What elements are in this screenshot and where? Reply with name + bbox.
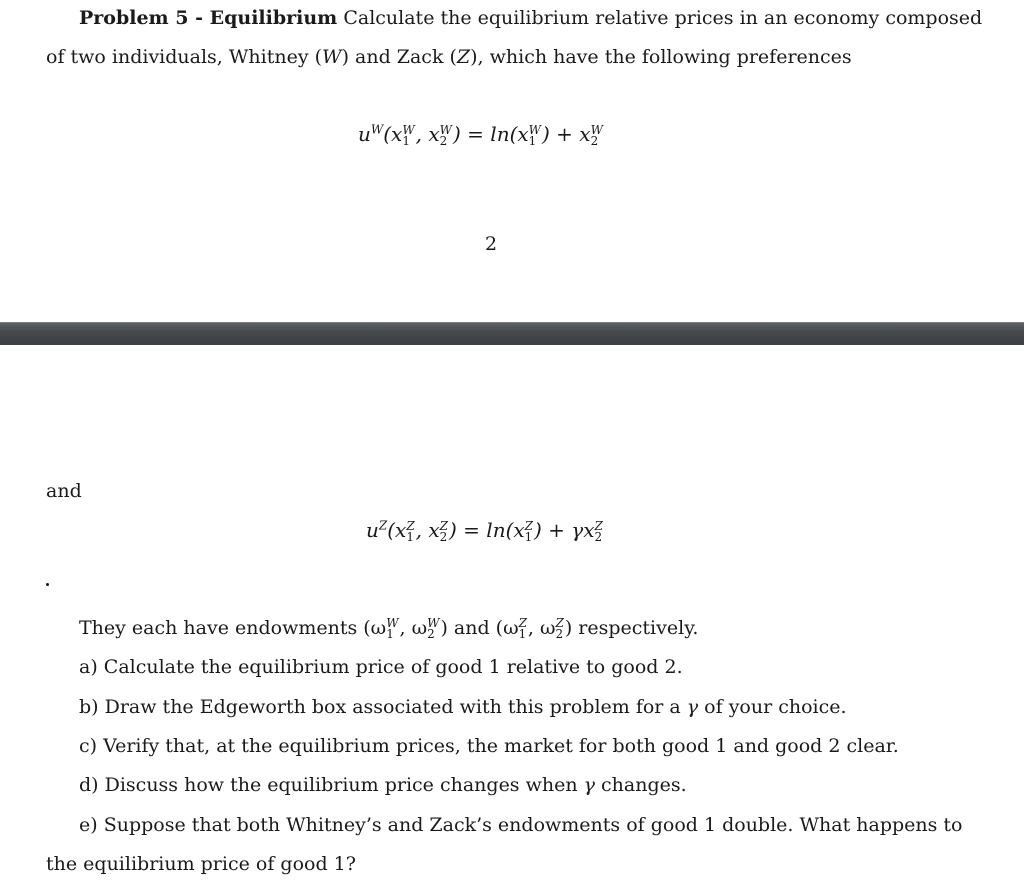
endow-supsub: Z 1 xyxy=(518,616,527,641)
endow-supsub: W 2 xyxy=(427,616,440,641)
eq-symbol: , x xyxy=(415,122,440,146)
problem-intro-text: Calculate the equilibrium relative prices in an economy composed xyxy=(343,7,983,29)
eq-superscript: Z xyxy=(378,518,388,533)
eq-symbol: (x xyxy=(387,518,407,542)
page-divider xyxy=(0,322,1024,345)
endow-supsub: W 1 xyxy=(386,616,399,641)
eq-symbol: ) + x xyxy=(542,122,591,146)
question-a: a) Calculate the equilibrium price of good 1 relative to good 2. xyxy=(79,656,683,678)
eq-supsub: W 2 xyxy=(439,122,453,148)
and-text: and xyxy=(46,480,82,502)
utility-equation-whitney xyxy=(358,121,604,147)
question-text: changes. xyxy=(594,774,687,796)
eq-supsub: W 1 xyxy=(402,122,415,148)
page-number: 2 xyxy=(485,233,498,255)
eq-symbol: , x xyxy=(415,518,440,542)
endow-text: They each have endowments (ω xyxy=(79,617,387,639)
question-c: c) Verify that, at the equilibrium prices, the market for both good 1 and good 2 clear. xyxy=(79,735,899,757)
question-e-line-1: e) Suppose that both Whitney’s and Zack’s endowments of good 1 double. What happens to xyxy=(79,814,963,836)
question-e-line-2: the equilibrium price of good 1? xyxy=(46,853,356,875)
eq-supsub: W 1 xyxy=(528,122,541,148)
intro-text-part: ) and Zack ( xyxy=(341,46,457,68)
eq-supsub: Z 1 xyxy=(524,518,533,544)
endow-text: ) and (ω xyxy=(440,617,519,639)
endow-text: ) respectively. xyxy=(564,617,699,639)
eq-supsub: Z 2 xyxy=(594,518,603,544)
problem-intro-line-1 xyxy=(79,6,982,30)
eq-symbol: ) + γx xyxy=(534,518,595,542)
eq-symbol: u xyxy=(358,122,371,146)
endow-supsub: Z 2 xyxy=(555,616,564,641)
problem-heading: Problem 5 - Equilibrium xyxy=(79,7,338,29)
utility-equation-zack xyxy=(366,517,604,543)
zack-symbol: Z xyxy=(456,46,471,68)
eq-superscript: W xyxy=(370,122,384,137)
question-b xyxy=(79,695,847,719)
eq-supsub: Z 1 xyxy=(406,518,415,544)
question-text: of your choice. xyxy=(698,696,847,718)
endow-text: , ω xyxy=(399,617,428,639)
whitney-symbol: W xyxy=(322,46,342,68)
endowments-line xyxy=(79,616,698,640)
gamma-symbol: γ xyxy=(686,696,699,718)
intro-text-part: ), which have the following preferences xyxy=(470,46,852,68)
eq-symbol: ) = ln(x xyxy=(453,122,529,146)
question-text: d) Discuss how the equilibrium price changes when xyxy=(79,774,584,796)
eq-symbol: u xyxy=(366,518,379,542)
eq-supsub: Z 2 xyxy=(439,518,449,544)
intro-text-part: of two individuals, Whitney ( xyxy=(46,46,323,68)
question-d xyxy=(79,773,687,797)
endow-text: , ω xyxy=(527,617,556,639)
eq-symbol: ) = ln(x xyxy=(449,518,525,542)
question-text: b) Draw the Edgeworth box associated with this problem for a xyxy=(79,696,687,718)
eq-supsub: W 2 xyxy=(590,122,603,148)
gamma-symbol: γ xyxy=(583,774,595,796)
period-dot xyxy=(46,583,49,586)
problem-intro-line-2 xyxy=(46,45,852,69)
eq-symbol: (x xyxy=(383,122,403,146)
